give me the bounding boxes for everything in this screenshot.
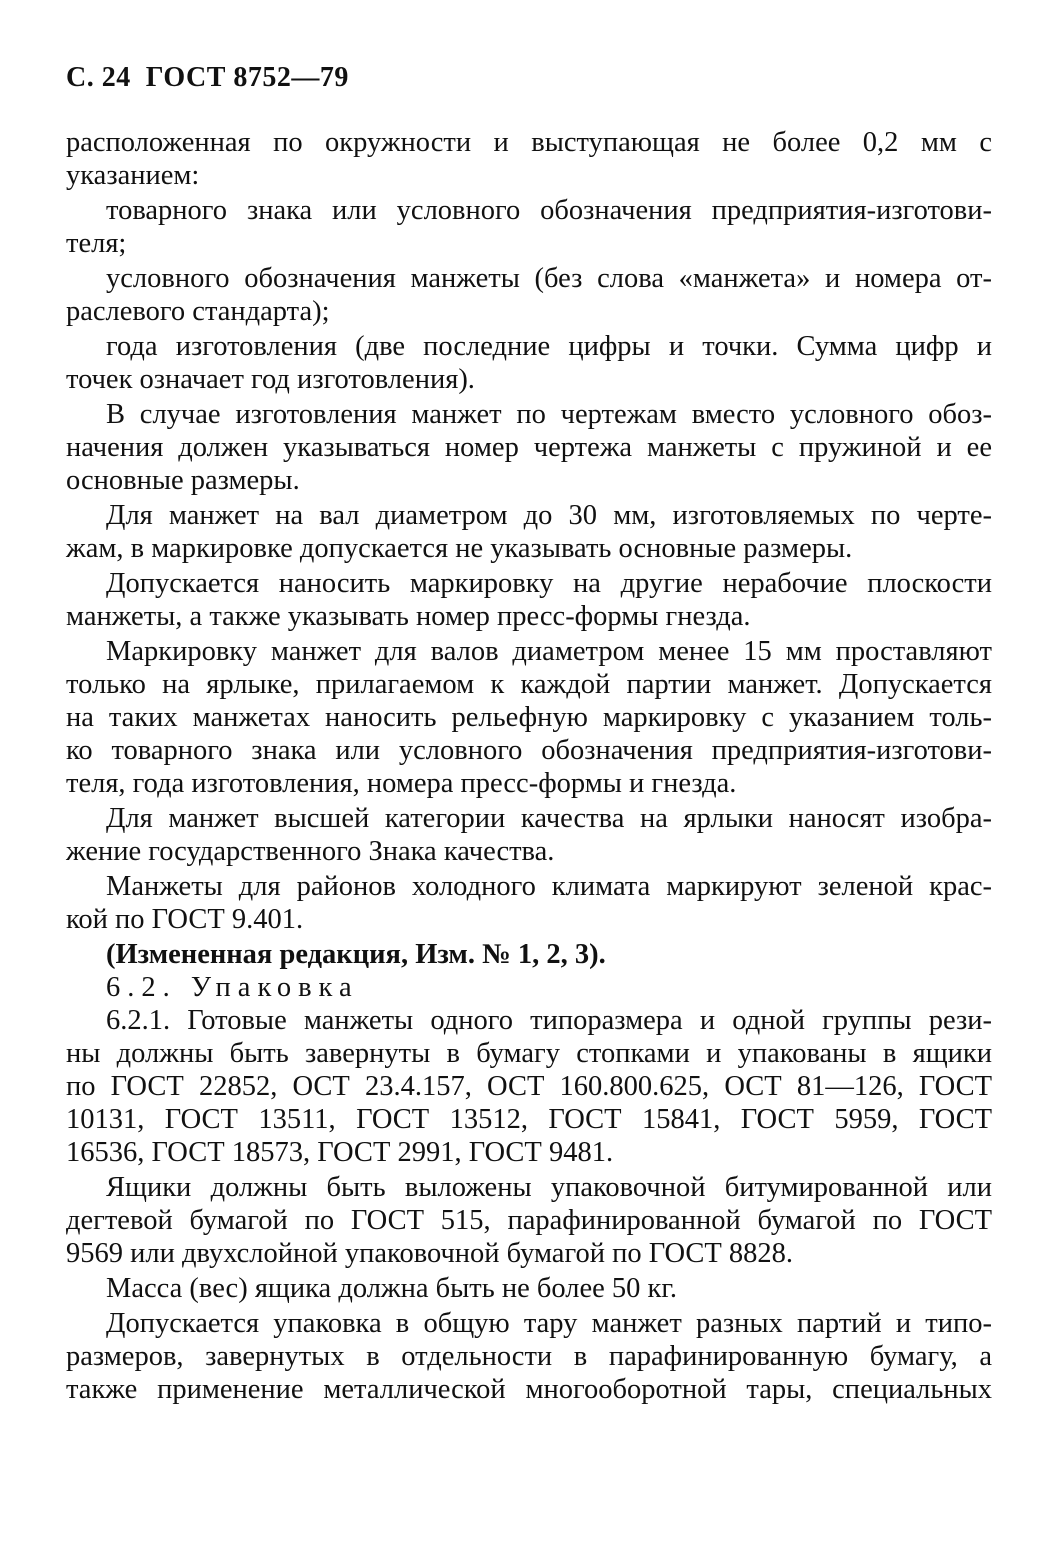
text-line: теля; [66,228,127,259]
text-line: основные размеры. [66,465,300,496]
text-line: 6.2.1. Готовые манжеты одного типоразмера и одной группы рези- [106,1005,992,1036]
text-line: только на ярлыке, прилагаемом к каждой партии манжет. Допускается [66,669,992,700]
section-heading [66,971,992,1004]
text-line: Маркировку манжет для валов диаметром менее 15 мм проставляют [106,636,992,667]
text-line: манжеты, а также указывать номер пресс-формы гнезда. [66,601,751,632]
text-line: кой по ГОСТ 9.401. [66,904,304,935]
text-line: ны должны быть завернуты в бумагу стопками и упакованы в ящики [66,1038,992,1069]
text-line: размеров, завернутых в отдельности в парафинированную бумагу, а [66,1341,992,1372]
text-line: Ящики должны быть выложены упаковочной битумированной или [106,1172,992,1203]
amendment-note: (Измененная редакция, Изм. № 1, 2, 3). [106,939,606,970]
text-line: Масса (вес) ящика должна быть не более 50 кг. [106,1273,677,1304]
text-line: также применение металлической многооборотной тары, специальных [66,1374,992,1405]
text-line: на таких манжетах наносить рельефную маркировку с указанием толь- [66,702,992,733]
text-line: 9569 или двухслойной упаковочной бумагой по ГОСТ 8828. [66,1238,794,1269]
document-body [66,126,992,1406]
text-line: Допускается наносить маркировку на другие нерабочие плоскости [106,568,992,599]
section-heading-text: 6.2. Упаковка [106,972,359,1003]
text-line: жам, в маркировке допускается не указывать основные размеры. [66,533,853,564]
page-number: С. 24 [66,62,131,93]
text-line: условного обозначения манжеты (без слова «манжета» и номера от- [106,263,992,294]
text-line: Для манжет высшей категории качества на ярлыки наносят изобра- [106,803,992,834]
text-line: 16536, ГОСТ 18573, ГОСТ 2991, ГОСТ 9481. [66,1137,614,1168]
text-line: жение государственного Знака качества. [66,836,555,867]
text-line: Для манжет на вал диаметром до 30 мм, изготовляемых по черте- [106,500,992,531]
text-line: товарного знака или условного обозначения предприятия-изготови- [106,195,992,226]
text-line: теля, года изготовления, номера пресс-формы и гнезда. [66,768,737,799]
text-line: Манжеты для районов холодного климата маркируют зеленой крас- [106,871,992,902]
text-line: по ГОСТ 22852, ОСТ 23.4.157, ОСТ 160.800.625, ОСТ 81—126, ГОСТ [66,1071,992,1102]
standard-designation: ГОСТ 8752—79 [145,62,349,93]
text-line: 10131, ГОСТ 13511, ГОСТ 13512, ГОСТ 15841, ГОСТ 5959, ГОСТ [66,1104,992,1135]
text-line: В случае изготовления манжет по чертежам вместо условного обоз- [106,399,992,430]
text-line: расположенная по окружности и выступающая не более 0,2 мм с [66,127,992,158]
text-line: дегтевой бумагой по ГОСТ 515, парафинированной бумагой по ГОСТ [66,1205,992,1236]
text-line: ко товарного знака или условного обозначения предприятия-изготови- [66,735,992,766]
text-line: Допускается упаковка в общую тару манжет разных партий и типо- [106,1308,992,1339]
page-header [66,62,349,94]
text-line: точек означает год изготовления). [66,364,475,395]
text-line: начения должен указываться номер чертежа манжеты с пружиной и ее [66,432,992,463]
text-line: указанием: [66,160,200,191]
text-line: года изготовления (две последние цифры и точки. Сумма цифр и [106,331,992,362]
text-line: раслевого стандарта); [66,296,330,327]
